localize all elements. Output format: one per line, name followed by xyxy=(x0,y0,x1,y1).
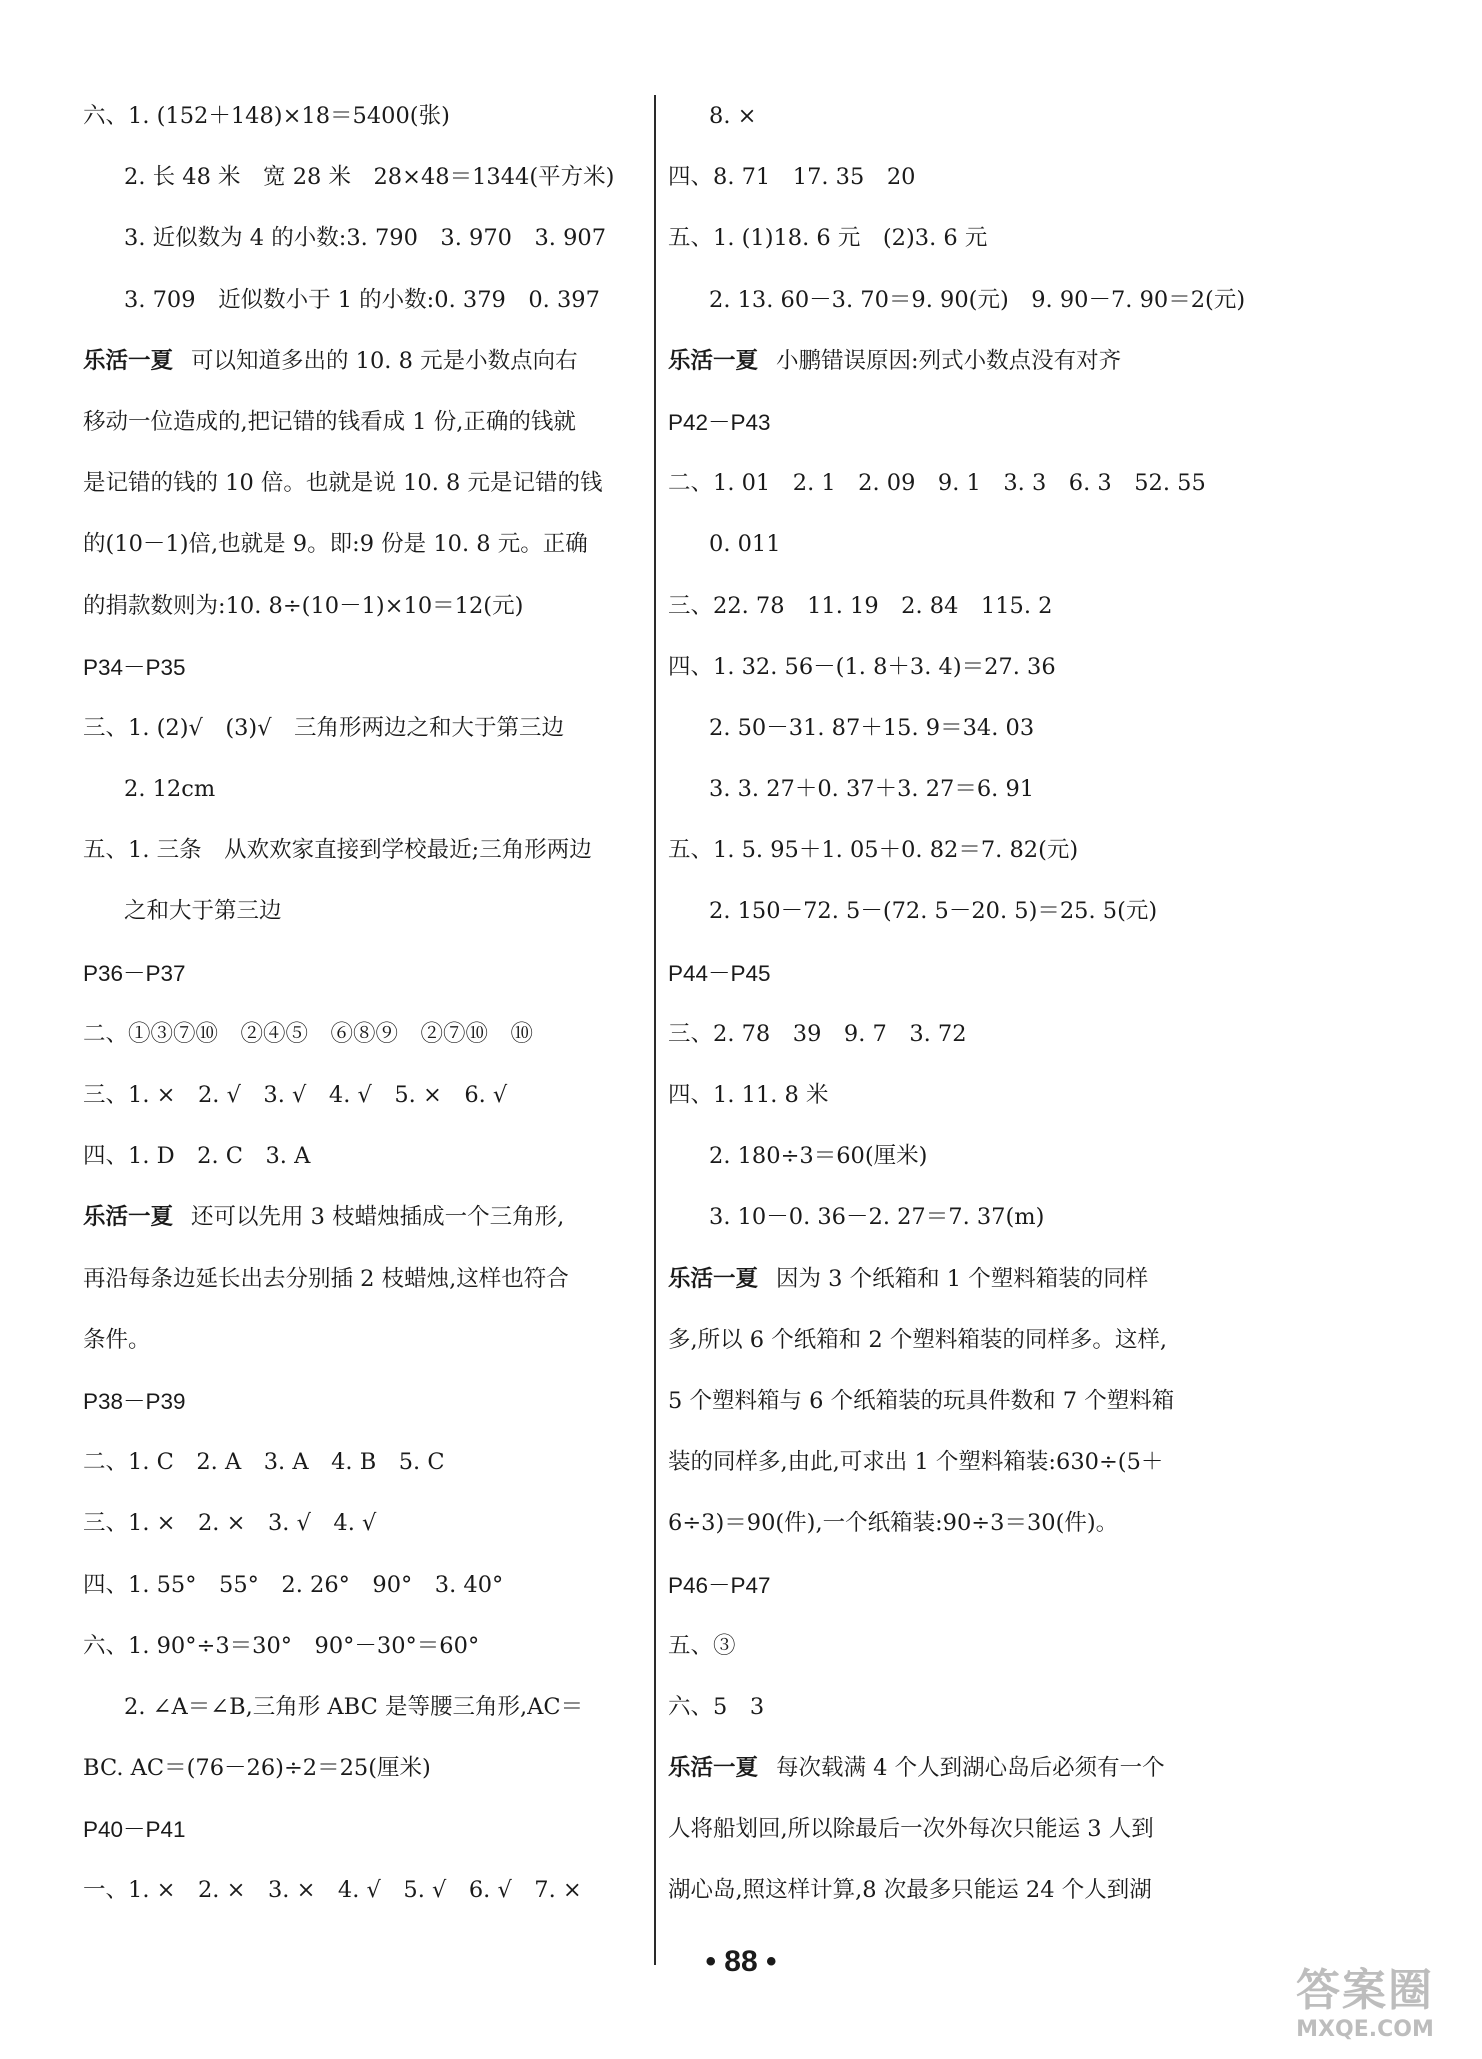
answer-text: 再沿每条边延长出去分别插 2 枝蜡烛,这样也符合 xyxy=(83,1265,569,1292)
answer-text: 六、1. 90°÷3＝30° 90°－30°＝60° xyxy=(83,1632,480,1659)
answer-text: P40－P41 xyxy=(83,1817,186,1843)
answer-line xyxy=(668,453,1228,514)
answer-text: 8. × xyxy=(709,103,757,129)
answer-line xyxy=(668,392,1228,453)
column-divider xyxy=(654,95,656,1965)
answer-line xyxy=(668,1126,1228,1187)
answer-text: 的捐款数则为:10. 8÷(10－1)×10＝12(元) xyxy=(83,592,524,619)
answer-line xyxy=(668,1860,1228,1921)
answer-line xyxy=(83,943,643,1004)
answer-line xyxy=(83,147,643,208)
answer-line xyxy=(668,820,1228,881)
answer-line xyxy=(83,1738,643,1799)
answer-text: 6÷3)＝90(件),一个纸箱装:90÷3＝30(件)。 xyxy=(668,1510,1119,1537)
answer-text: 2. ∠A＝∠B,三角形 ABC 是等腰三角形,AC＝ xyxy=(124,1693,584,1720)
answer-text: 3. 709 近似数小于 1 的小数:0. 379 0. 397 xyxy=(124,286,600,313)
answer-text: 三、1. (2)√ (3)√ 三角形两边之和大于第三边 xyxy=(83,714,565,741)
answer-line xyxy=(668,1371,1228,1432)
answer-line xyxy=(83,1860,643,1921)
answer-line xyxy=(83,514,643,575)
answer-line xyxy=(83,392,643,453)
answer-line xyxy=(83,881,643,942)
answer-text: 多,所以 6 个纸箱和 2 个塑料箱装的同样多。这样, xyxy=(668,1326,1168,1353)
answer-text: 五、1. 5. 95＋1. 05＋0. 82＝7. 82(元) xyxy=(668,837,1079,864)
section-label: 乐活一夏 xyxy=(668,1755,759,1782)
answer-line xyxy=(668,1738,1228,1799)
answer-line xyxy=(83,1249,643,1310)
answer-line xyxy=(668,1616,1228,1677)
answer-text: 二、1. 01 2. 1 2. 09 9. 1 3. 3 6. 3 52. 55 xyxy=(668,470,1206,497)
answer-line xyxy=(668,331,1228,392)
answer-line xyxy=(83,576,643,637)
answer-line xyxy=(83,1187,643,1248)
watermark-logo xyxy=(1270,1965,1460,2047)
page-number: • 88 • xyxy=(705,1945,777,1978)
answer-line xyxy=(668,759,1228,820)
answer-line xyxy=(668,1677,1228,1738)
answer-line xyxy=(668,1310,1228,1371)
answer-line xyxy=(668,147,1228,208)
answer-line xyxy=(83,1065,643,1126)
answer-text: 四、8. 71 17. 35 20 xyxy=(668,164,916,191)
answer-text: P34－P35 xyxy=(83,654,186,680)
section-label: 乐活一夏 xyxy=(668,1265,759,1292)
answer-line xyxy=(668,637,1228,698)
left-column xyxy=(83,86,643,1922)
answer-text: 装的同样多,由此,可求出 1 个塑料箱装:630÷(5＋ xyxy=(668,1449,1164,1476)
answer-text: P46－P47 xyxy=(668,1572,771,1598)
answer-line xyxy=(668,270,1246,331)
answer-text: 三、1. × 2. √ 3. √ 4. √ 5. × 6. √ xyxy=(83,1082,508,1108)
answer-line xyxy=(668,881,1228,942)
answer-line xyxy=(83,86,643,147)
answer-text: 3. 3. 27＋0. 37＋3. 27＝6. 91 xyxy=(709,776,1035,803)
answer-text: 六、1. (152＋148)×18＝5400(张) xyxy=(83,103,450,129)
answer-text: P36－P37 xyxy=(83,960,186,986)
answer-line xyxy=(83,1555,643,1616)
answer-text: 2. 150－72. 5－(72. 5－20. 5)＝25. 5(元) xyxy=(709,898,1158,925)
answer-line xyxy=(668,943,1228,1004)
answer-line xyxy=(668,1004,1228,1065)
answer-line xyxy=(668,1799,1228,1860)
answer-line xyxy=(668,576,1228,637)
answer-text: 2. 180÷3＝60(厘米) xyxy=(709,1143,928,1170)
answer-text: 因为 3 个纸箱和 1 个塑料箱装的同样 xyxy=(776,1265,1149,1292)
answer-line xyxy=(83,1371,643,1432)
answer-text: 二、1. C 2. A 3. A 4. B 5. C xyxy=(83,1449,445,1476)
answer-line xyxy=(83,1004,643,1065)
answer-line xyxy=(83,759,643,820)
answer-line xyxy=(668,86,1228,147)
answer-line xyxy=(668,1555,1228,1616)
answer-text: BC. AC＝(76－26)÷2＝25(厘米) xyxy=(83,1755,431,1782)
section-label: 乐活一夏 xyxy=(83,1204,174,1231)
answer-text: 六、5 3 xyxy=(668,1693,765,1720)
answer-text: 2. 50－31. 87＋15. 9＝34. 03 xyxy=(709,714,1035,741)
answer-text: 四、1. 11. 8 米 xyxy=(668,1082,829,1108)
answer-text: 2. 13. 60－3. 70＝9. 90(元) 9. 90－7. 90＝2(元) xyxy=(709,286,1246,313)
answer-text: 五、③ xyxy=(668,1632,736,1659)
answer-text: 3. 近似数为 4 的小数:3. 790 3. 970 3. 907 xyxy=(124,225,607,252)
answer-line xyxy=(83,1616,643,1677)
answer-line xyxy=(668,1065,1228,1126)
answer-text: P42－P43 xyxy=(668,409,771,435)
answer-text: 还可以先用 3 枝蜡烛插成一个三角形, xyxy=(191,1204,565,1231)
answer-text: 四、1. 55° 55° 2. 26° 90° 3. 40° xyxy=(83,1571,504,1598)
watermark-title: 答案圈 xyxy=(1296,1965,1434,2016)
section-label: 乐活一夏 xyxy=(83,347,174,374)
answer-text: 5 个塑料箱与 6 个纸箱装的玩具件数和 7 个塑料箱 xyxy=(668,1387,1175,1414)
answer-line xyxy=(668,514,1228,575)
answer-line xyxy=(83,1126,643,1187)
answer-text: P38－P39 xyxy=(83,1388,186,1414)
answer-text: 2. 12cm xyxy=(124,776,216,803)
answer-text: 四、1. D 2. C 3. A xyxy=(83,1143,311,1170)
answer-text: 小鹏错误原因:列式小数点没有对齐 xyxy=(776,347,1122,374)
answer-text: 0. 011 xyxy=(709,531,781,558)
answer-line xyxy=(83,820,643,881)
answer-text: P44－P45 xyxy=(668,960,771,986)
answer-line xyxy=(83,1310,643,1371)
answer-text: 一、1. × 2. × 3. × 4. √ 5. √ 6. √ 7. × xyxy=(83,1877,582,1904)
answer-line xyxy=(668,208,1228,269)
answer-text: 二、①③⑦⑩ ②④⑤ ⑥⑧⑨ ②⑦⑩ ⑩ xyxy=(83,1020,534,1047)
answer-line xyxy=(668,698,1228,759)
section-label: 乐活一夏 xyxy=(668,347,759,374)
answer-line xyxy=(83,453,643,514)
answer-line xyxy=(83,270,643,331)
answer-text: 四、1. 32. 56－(1. 8＋3. 4)＝27. 36 xyxy=(668,653,1056,680)
answer-line xyxy=(83,1493,643,1554)
answer-text: 三、22. 78 11. 19 2. 84 115. 2 xyxy=(668,592,1053,619)
answer-line xyxy=(668,1432,1228,1493)
answer-text: 可以知道多出的 10. 8 元是小数点向右 xyxy=(191,347,578,374)
answer-text: 湖心岛,照这样计算,8 次最多只能运 24 个人到湖 xyxy=(668,1877,1152,1904)
answer-text: 的(10－1)倍,也就是 9。即:9 份是 10. 8 元。正确 xyxy=(83,531,588,558)
right-column xyxy=(668,86,1246,1922)
answer-line xyxy=(83,331,643,392)
watermark-url: MXQE.COM xyxy=(1296,2017,1434,2042)
answer-line xyxy=(83,1799,643,1860)
answer-text: 是记错的钱的 10 倍。也就是说 10. 8 元是记错的钱 xyxy=(83,470,603,497)
answer-text: 五、1. (1)18. 6 元 (2)3. 6 元 xyxy=(668,225,988,252)
answer-line xyxy=(83,1677,643,1738)
answer-text: 每次载满 4 个人到湖心岛后必须有一个 xyxy=(776,1755,1165,1782)
answer-line xyxy=(83,698,643,759)
answer-text: 人将船划回,所以除最后一次外每次只能运 3 人到 xyxy=(668,1816,1154,1843)
answer-text: 三、2. 78 39 9. 7 3. 72 xyxy=(668,1020,967,1047)
answer-line xyxy=(83,637,643,698)
answer-text: 条件。 xyxy=(83,1326,151,1353)
answer-text: 2. 长 48 米 宽 28 米 28×48＝1344(平方米) xyxy=(124,164,615,191)
answer-text: 五、1. 三条 从欢欢家直接到学校最近;三角形两边 xyxy=(83,837,592,864)
answer-line xyxy=(668,1249,1228,1310)
answer-text: 三、1. × 2. × 3. √ 4. √ xyxy=(83,1510,377,1537)
answer-line xyxy=(668,1493,1228,1554)
answer-text: 之和大于第三边 xyxy=(124,898,282,925)
answer-text: 3. 10－0. 36－2. 27＝7. 37(m) xyxy=(709,1204,1045,1231)
answer-text: 移动一位造成的,把记错的钱看成 1 份,正确的钱就 xyxy=(83,408,576,435)
answer-line xyxy=(83,1432,643,1493)
answer-line xyxy=(83,208,643,269)
answer-line xyxy=(668,1187,1228,1248)
